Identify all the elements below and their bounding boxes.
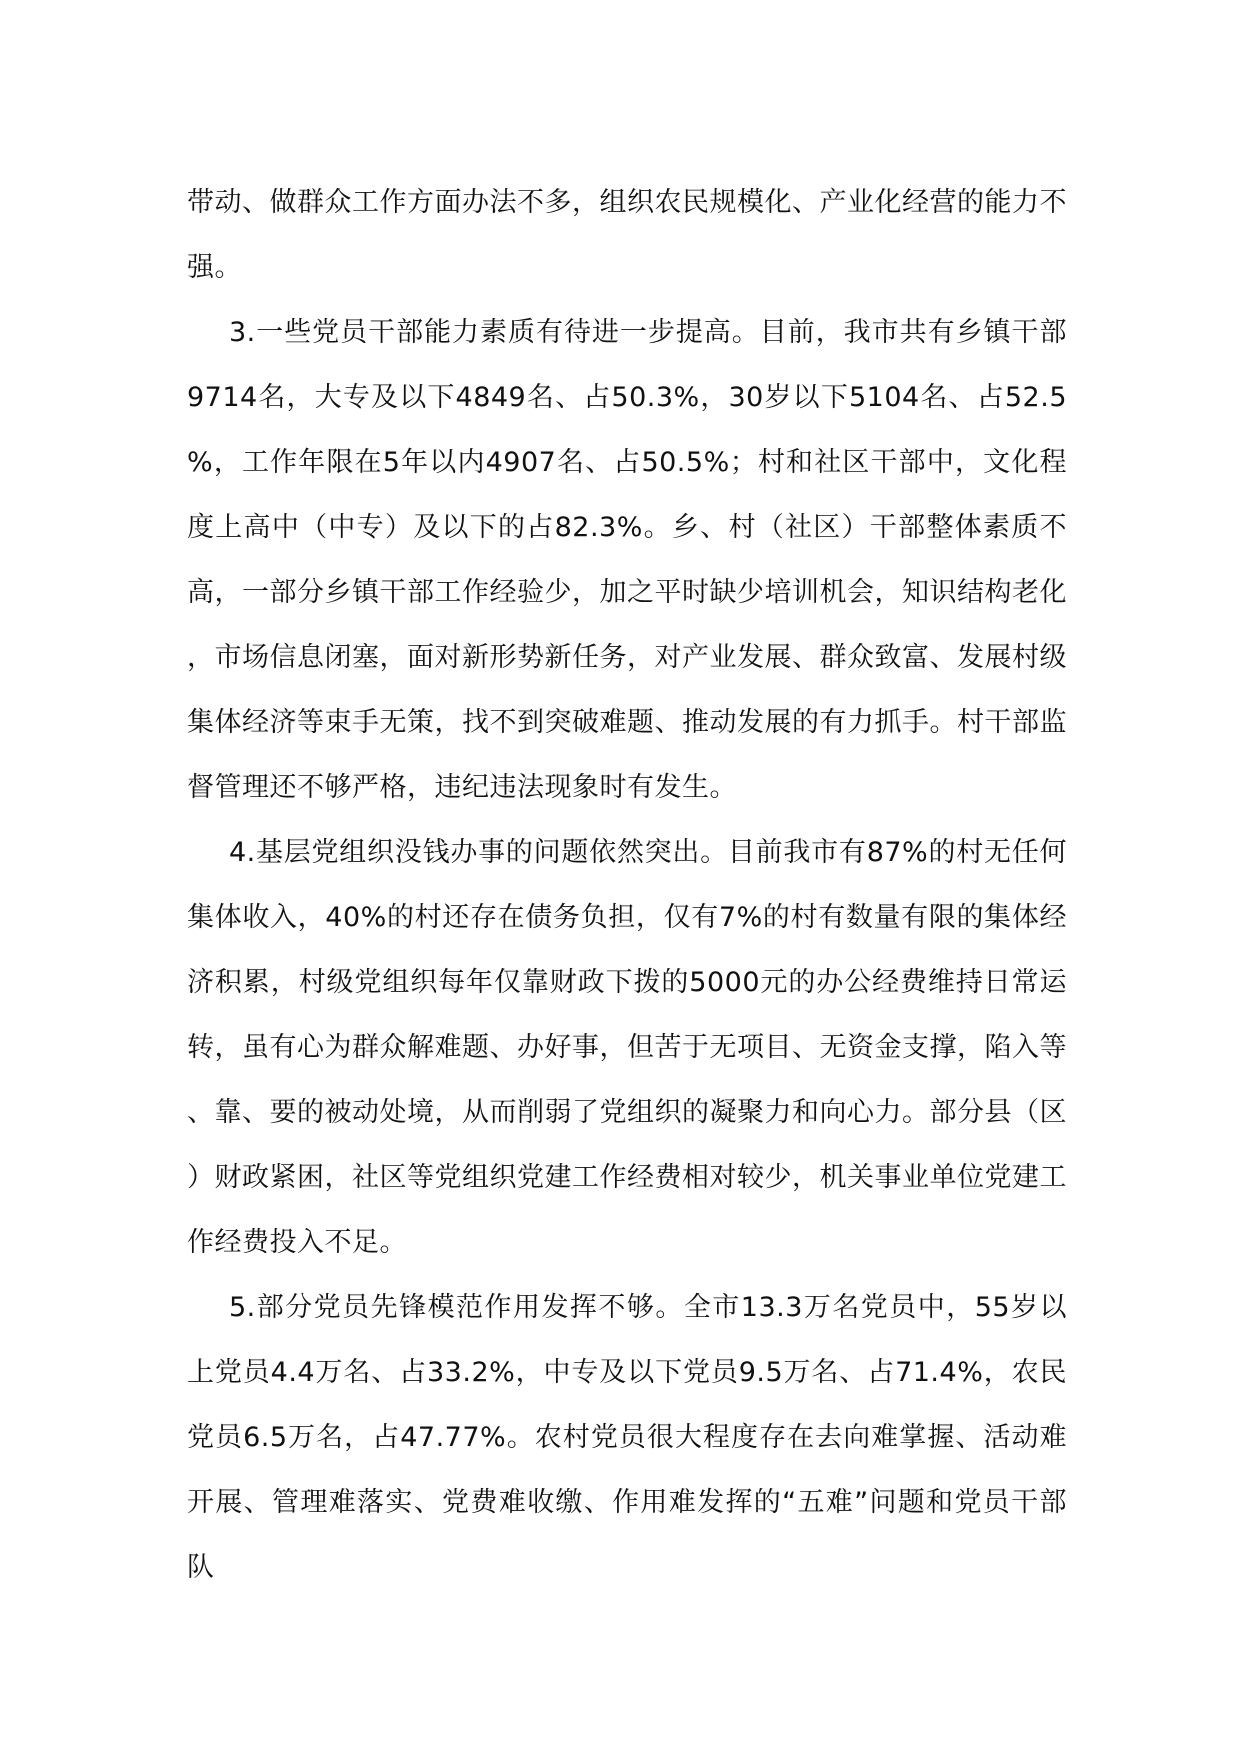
paragraph-item-3: 3.一些党员干部能力素质有待进一步提高。目前，我市共有乡镇干部9714名，大专及以下4849名、占50.3%，30岁以下5104名、占52.5%，工作年限在5年以内4907名、占50.5%；村和社区干部中，文化程度上高中（中专）及以下的占82.3%。乡、村（社区）干部整体素质不高，一部分乡镇干部工作经验少，加之平时缺少培训机会，知识结构老化，市场信息闭塞，面对新形势新任务，对产业发展、群众致富、发展村级集体经济等束手无策，找不到突破难题、推动发展的有力抓手。村干部监督管理还不够严格，违纪违法现象时有发生。 <box>187 317 1067 803</box>
paragraph-continuation: 带动、做群众工作方面办法不多，组织农民规模化、产业化经营的能力不强。 <box>187 187 1067 283</box>
paragraph-item-5: 5.部分党员先锋模范作用发挥不够。全市13.3万名党员中，55岁以上党员4.4万名、占33.2%，中专及以下党员9.5万名、占71.4%，农民党员6.5万名，占47.77%。农村党员很大程度存在去向难掌握、活动难开展、管理难落实、党费难收缴、作用难发挥的“五难”问题和党员干部队 <box>187 1292 1067 1583</box>
paragraph-item-4: 4.基层党组织没钱办事的问题依然突出。目前我市有87%的村无任何集体收入，40%的村还存在债务负担，仅有7%的村有数量有限的集体经济积累，村级党组织每年仅靠财政下拨的5000元的办公经费维持日常运转，虽有心为群众解难题、办好事，但苦于无项目、无资金支撑，陷入等、靠、要的被动处境，从而削弱了党组织的凝聚力和向心力。部分县（区）财政紧困，社区等党组织党建工作经费相对较少，机关事业单位党建工作经费投入不足。 <box>187 837 1067 1258</box>
document-body <box>187 170 1067 1600</box>
